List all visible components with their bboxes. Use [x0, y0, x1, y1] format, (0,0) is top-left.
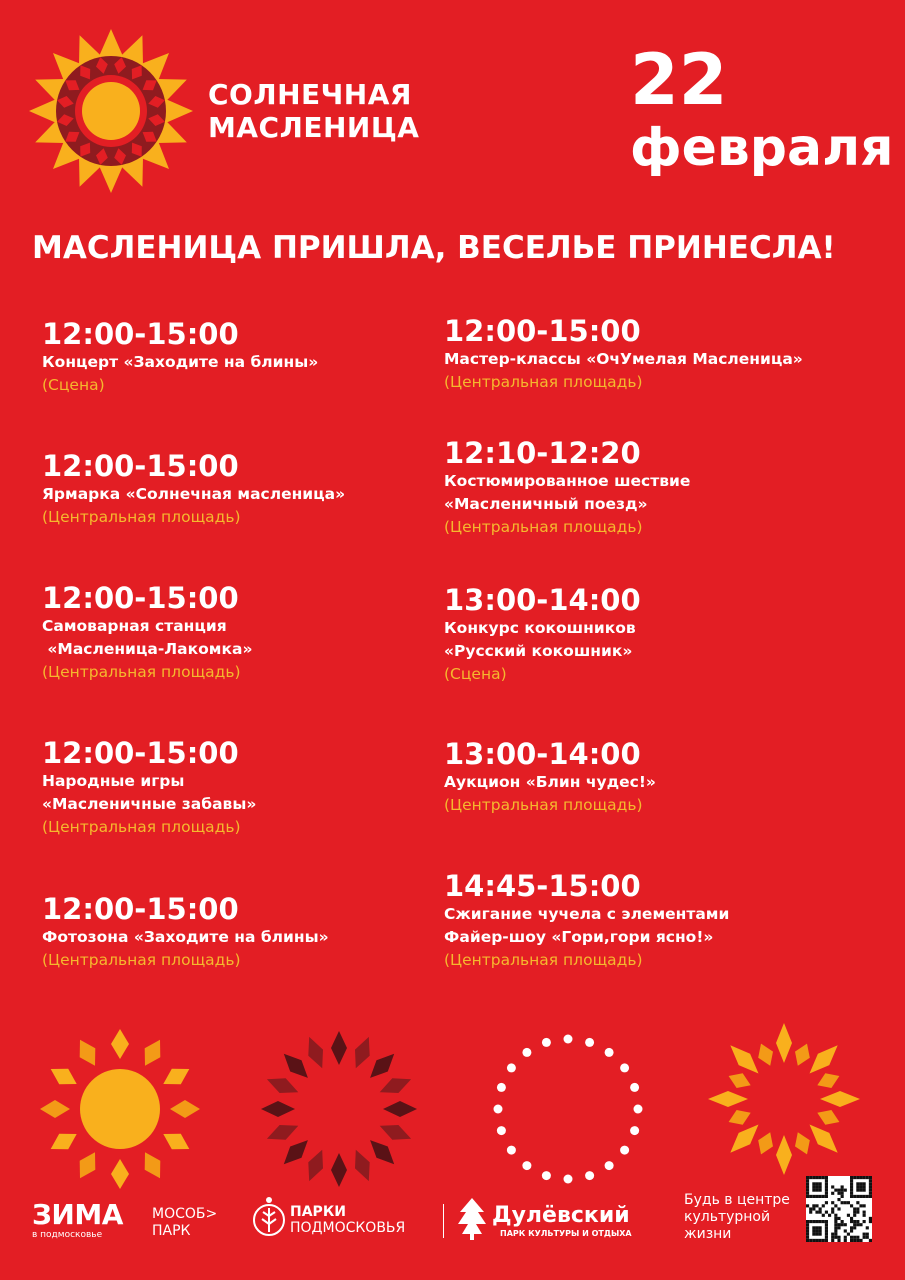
event-name: Аукцион «Блин чудес!» — [444, 773, 656, 791]
parki-line-1: ПАРКИ — [290, 1204, 346, 1220]
dot-ring-icon — [484, 1025, 652, 1193]
event-name: Ярмарка «Солнечная масленица» — [42, 485, 346, 503]
event-item — [42, 318, 462, 397]
event-item — [444, 870, 864, 972]
mosob-line-1: МОСОБ> — [152, 1206, 218, 1222]
date-day: 22 — [630, 39, 728, 121]
event-place: (Сцена) — [42, 376, 105, 394]
event-place: (Центральная площадь) — [444, 518, 643, 536]
event-item — [444, 315, 864, 394]
event-item — [444, 437, 864, 539]
dulevsky-park-logo: Дулёвский — [492, 1203, 630, 1228]
event-time: 12:00-15:00 — [42, 736, 239, 770]
logo-line-2: МАСЛЕНИЦА — [208, 111, 420, 144]
mosob-line-2: ПАРК — [152, 1223, 191, 1239]
footer-divider — [443, 1204, 444, 1238]
event-name: Народные игры «Масленичные забавы» — [42, 772, 257, 813]
zima-brand-logo: ЗИМА — [32, 1198, 123, 1231]
footer-cta-text: Будь в центре культурной жизни — [684, 1192, 790, 1242]
event-time: 12:00-15:00 — [444, 314, 641, 348]
orange-ray-sun-icon — [700, 1015, 868, 1183]
event-time: 12:00-15:00 — [42, 892, 239, 926]
event-item — [42, 582, 462, 684]
event-name: Костюмированное шествие «Масленичный поезд» — [444, 472, 691, 513]
event-time: 13:00-14:00 — [444, 737, 641, 771]
zima-brand-subtitle: в подмосковье — [32, 1230, 103, 1240]
date-month: февраля — [630, 118, 894, 178]
parki-line-2: ПОДМОСКОВЬЯ — [290, 1220, 406, 1236]
mosobpark-logo — [152, 1206, 217, 1240]
event-time: 12:00-15:00 — [42, 449, 239, 483]
event-item — [444, 584, 864, 686]
event-place: (Сцена) — [444, 665, 507, 683]
event-time: 12:00-15:00 — [42, 317, 239, 351]
event-place: (Центральная площадь) — [444, 796, 643, 814]
tree-icon — [456, 1196, 488, 1240]
parki-podmoskovya-logo — [290, 1204, 405, 1236]
event-place: (Центральная площадь) — [42, 508, 241, 526]
event-logo-title — [208, 78, 419, 144]
event-place: (Центральная площадь) — [42, 818, 241, 836]
event-item — [42, 893, 462, 972]
event-name: Концерт «Заходите на блины» — [42, 353, 319, 371]
sun-logo-icon — [28, 28, 194, 194]
dulevsky-park-subtitle: ПАРК КУЛЬТУРЫ И ОТДЫХА — [500, 1229, 632, 1238]
event-time: 12:00-15:00 — [42, 581, 239, 615]
event-place: (Центральная площадь) — [444, 373, 643, 391]
parki-leaf-icon — [252, 1194, 286, 1240]
qr-pattern — [806, 1176, 872, 1242]
event-place: (Центральная площадь) — [444, 951, 643, 969]
diamond-ring-sun-icon — [255, 1025, 423, 1193]
event-place: (Центральная площадь) — [42, 663, 241, 681]
yellow-sun-icon — [36, 1025, 204, 1193]
event-time: 14:45-15:00 — [444, 869, 641, 903]
logo-line-1: СОЛНЕЧНАЯ — [208, 78, 412, 111]
event-name: Фотозона «Заходите на блины» — [42, 928, 329, 946]
qr-code-icon[interactable] — [806, 1176, 872, 1242]
event-item — [42, 450, 462, 529]
event-place: (Центральная площадь) — [42, 951, 241, 969]
event-name: Конкурс кокошников «Русский кокошник» — [444, 619, 636, 660]
event-item — [444, 738, 864, 817]
event-name: Самоварная станция «Масленица-Лакомка» — [42, 617, 253, 658]
headline: МАСЛЕНИЦА ПРИШЛА, ВЕСЕЛЬЕ ПРИНЕСЛА! — [32, 230, 836, 266]
event-time: 13:00-14:00 — [444, 583, 641, 617]
event-time: 12:10-12:20 — [444, 436, 641, 470]
event-item — [42, 737, 462, 839]
event-name: Сжигание чучела с элементами Файер-шоу «Гори,гори ясно!» — [444, 905, 730, 946]
event-name: Мастер-классы «ОчУмелая Масленица» — [444, 350, 803, 368]
